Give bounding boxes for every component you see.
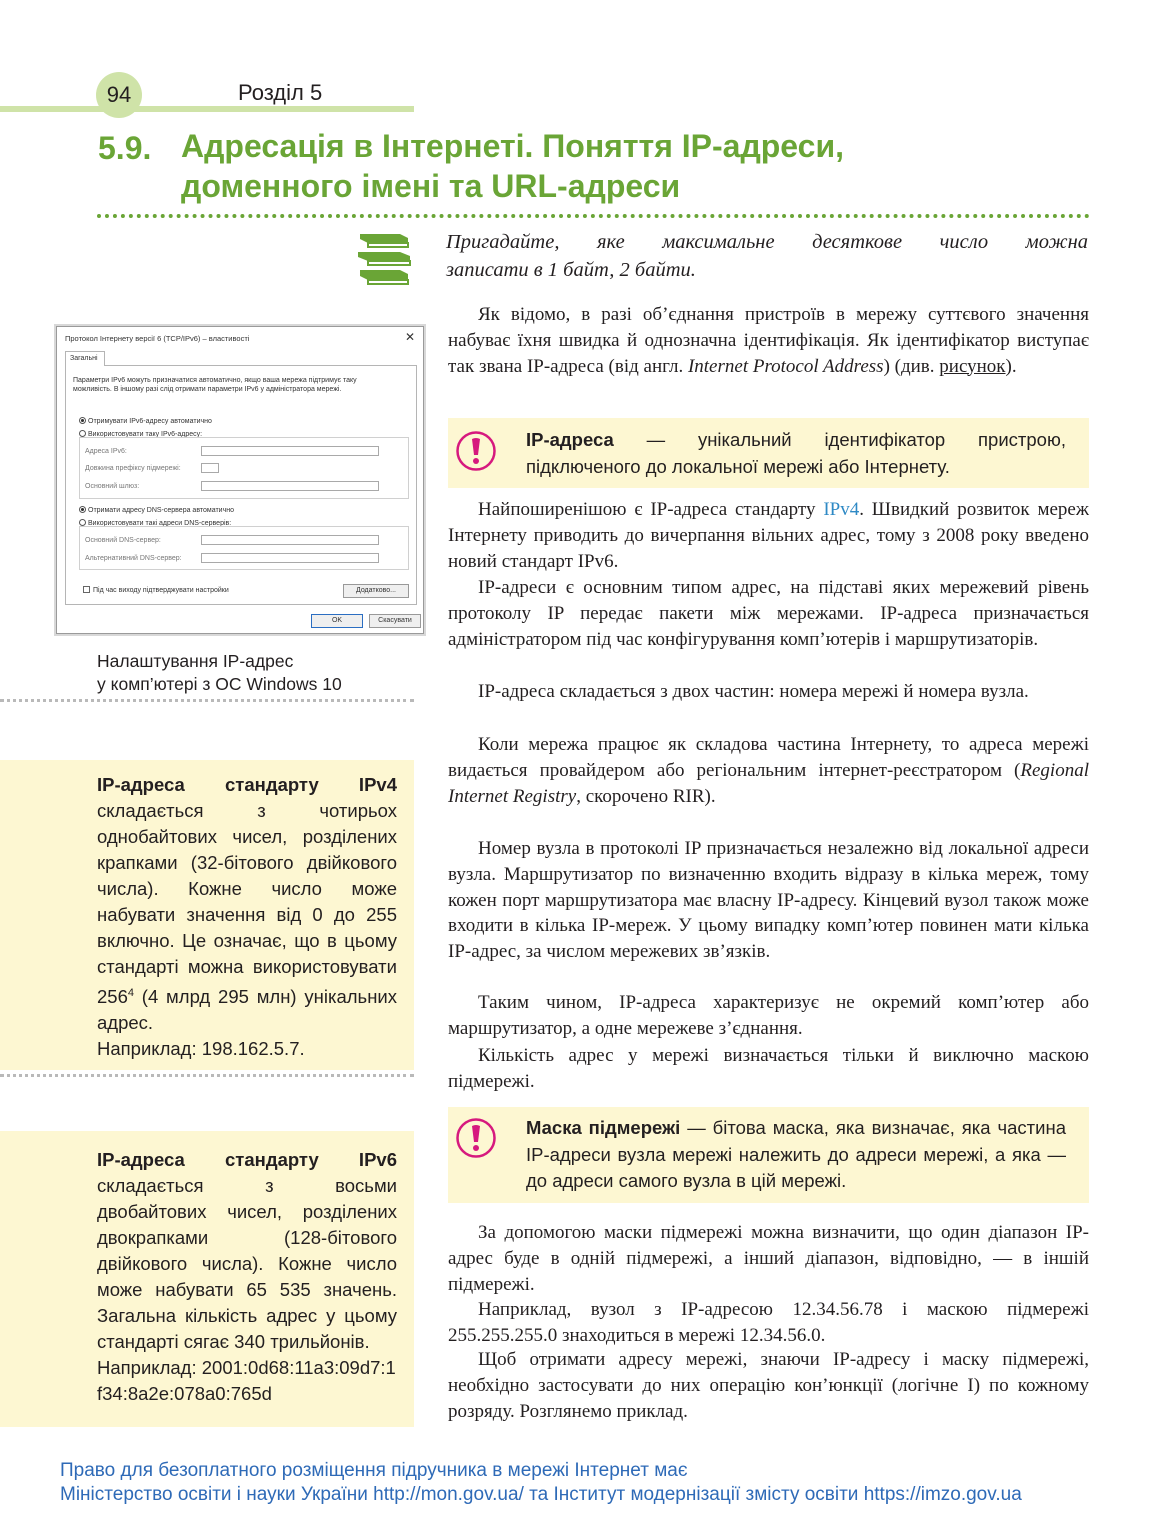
ipv6-example: 2001:0d68:11a3:09d7:1f34:8a2e:078a0:765d (97, 1357, 396, 1404)
ipv6-text: складається з восьми двобайтових чисел, розділених двокрапками (128-бітового двійкового числа). Кожне число може набувати 65 535 значень. Загальна кількість адрес у цьому стандарті сягає 340 трильйонів. (97, 1175, 397, 1352)
paragraph-1-term: Internet Protocol Address (687, 355, 884, 377)
dns-field-group (79, 526, 409, 570)
field-dns1-label: Основний DNS-сервер: (85, 537, 161, 544)
paragraph-1-text-b: ) (див. (883, 355, 940, 377)
field-dns2-input (201, 553, 379, 563)
figure-reference-link[interactable]: рисунок (939, 355, 1006, 377)
ip-address-definition (526, 427, 1066, 480)
paragraph-10: Наприклад, вузол з IP-адресою 12.34.56.78 і маскою підмережі 255.255.255.0 знаходиться в мережі 12.34.56.0. (448, 1299, 1089, 1346)
field-dns1-input (201, 535, 379, 545)
dotted-divider (0, 1074, 414, 1077)
figure-caption-line-2: у комп’ютері з ОС Windows 10 (97, 674, 342, 694)
radio-auto-ip-label: Отримувати IPv6-адресу автоматично (88, 418, 212, 425)
recall-question (446, 228, 1088, 284)
field-gateway-input (201, 481, 379, 491)
ipv4-note-text (97, 772, 397, 1062)
definition-text: — унікальний ідентифікатор пристрою, підключеного до локальної мережі або Інтернету. (526, 429, 1066, 477)
field-prefix-input (201, 463, 219, 473)
ipv6-settings-dialog-image (56, 326, 424, 634)
header-rule (0, 106, 414, 112)
footer-line-1: Право для безоплатного розміщення підручника в мережі Інтернет має (60, 1460, 688, 1481)
radio-selected-icon (79, 417, 86, 424)
ipv4-exponent: 4 (127, 987, 134, 999)
subnet-mask-definition (526, 1115, 1066, 1195)
radio-manual-ip-label: Використовувати таку IPv6-адресу: (88, 431, 203, 438)
ipv4-term: IP-адреса стандарту IPv4 (97, 774, 397, 795)
definition-term: IP-адреса (526, 429, 614, 450)
section-label: Розділ 5 (238, 80, 323, 105)
paragraph-1-text-c: ). (1005, 355, 1017, 377)
ipv4-text: складається з чотирьох однобайтових чисел, розділених крапками (32-бітового двійкового числа). Кожне число може набувати значення від 0 до 255 включно. Це означає, що в цьому стандарті можна використовувати 256 (97, 800, 397, 1008)
ipv4-example: Наприклад: 198.162.5.7. (97, 1038, 305, 1060)
field-prefix-label: Довжина префіксу підмережі: (85, 465, 181, 472)
ipv6-note-text (97, 1147, 397, 1407)
exclamation-icon (455, 1117, 497, 1159)
radio-empty-icon (79, 430, 86, 437)
field-gateway-label: Основний шлюз: (85, 483, 140, 490)
dialog-intro: Параметри IPv6 можуть призначатися автоматично, якщо ваша мережа підтримує таку можливість. В іншому разі слід отримати параметри IPv6 у адміністратора мережі. (73, 377, 357, 393)
paragraph-5-text: Коли мережа працює як складова частина Інтернету, то адреса мережі видається провайдером або регіональним інтернет-реєстратором ( (448, 734, 1089, 781)
radio-auto-ip (79, 417, 212, 425)
recall-line-2: записати в 1 байт, 2 байти. (446, 259, 696, 281)
dotted-divider (0, 699, 414, 702)
dialog-title: Протокол Інтернету версії 6 (TCP/IPv6) – властивості (65, 334, 250, 343)
page-title (181, 126, 1061, 206)
close-icon: ✕ (404, 330, 415, 344)
confirm-checkbox-label: Під час виходу підтверджувати настройки (93, 587, 229, 594)
ipv6-example-label: Наприклад: (97, 1357, 202, 1378)
paragraph-2-text: Найпоширенішою є IP-адреса стандарту (478, 499, 824, 520)
radio-empty-icon (79, 519, 86, 526)
ipv6-note-box (0, 1131, 414, 1427)
paragraph-5 (448, 732, 1089, 809)
paragraph-11: Щоб отримати адресу мережі, знаючи IP-адресу і маску підмережі, необхідно застосувати до них операцію кон’юнкції (логічне І) по кожному розряду. Розглянемо приклад. (448, 1349, 1089, 1422)
page-number: 94 (96, 72, 142, 118)
advanced-button: Додатково... (343, 584, 409, 598)
exclamation-icon (455, 430, 497, 472)
figure-caption-line-1: Налаштування IP-адрес (97, 651, 294, 671)
section-number: 5.9. (98, 130, 152, 166)
paragraph-5-term: Regional Internet Registry (448, 759, 1089, 807)
confirm-checkbox (83, 586, 229, 594)
page-title-line-2: доменного імені та URL-адреси (181, 168, 681, 204)
radio-auto-dns-label: Отримати адресу DNS-сервера автоматично (88, 507, 234, 514)
ipv4-link[interactable]: IPv4 (823, 499, 860, 520)
title-divider (97, 214, 1090, 218)
paragraph-1-text: Як відомо, в разі об’єднання пристроїв в мережу суттєвого значення набуває їхня швидка й однозначна ідентифікація. Як ідентифікатор виступає так звана IP-адреса (від англ. (448, 304, 1089, 377)
radio-selected-icon (79, 506, 86, 513)
paragraph-1 (448, 302, 1089, 379)
ok-button: OK (311, 614, 363, 628)
paragraph-2 (448, 497, 1089, 574)
paragraph-7: Таким чином, IP-адреса характеризує не окремий комп’ютер або маршрутизатор, а одне мережеве з’єднання. (448, 992, 1089, 1039)
checkbox-icon (83, 586, 90, 593)
cancel-button: Скасувати (369, 614, 421, 628)
copyright-footer (60, 1459, 1140, 1507)
paragraph-9: За допомогою маски підмережі можна визначити, що один діапазон IP-адрес буде в одній підмережі, а інший діапазон, відповідно, — в іншій підмережі. (448, 1222, 1089, 1295)
ipv4-note-box (0, 760, 414, 1070)
subnet-mask-definition-box (448, 1107, 1089, 1203)
figure-caption (97, 650, 397, 696)
field-ip-label: Адреса IPv6: (85, 448, 127, 455)
paragraph-2-text-b: . Швидкий розвиток мереж Інтернету приводить до вичерпання вільних адрес, тому з 2008 року введено новий стандарт IPv6. (448, 499, 1089, 572)
books-icon (356, 226, 412, 286)
paragraph-4: IP-адреса складається з двох частин: номера мережі й номера вузла. (478, 681, 1029, 702)
dialog-tab-general: Загальні (65, 351, 105, 366)
ipv6-term: IP-адреса стандарту IPv6 (97, 1149, 397, 1170)
radio-auto-dns (79, 506, 234, 514)
paragraph-5-text-b: , скорочено RIR). (576, 785, 716, 807)
paragraph-6: Номер вузла в протоколі IP призначається незалежно від локальної адреси вузла. Маршрутизатор по визначенню входить відразу в кілька мереж, тому кожен порт маршрутизатора має власну IP-адресу. Кінцевий вузол також може входити в кілька IP-мереж. У цьому випадку комп’ютер повинен мати кілька IP-адрес, за числом мережевих зв’язків. (448, 838, 1089, 963)
paragraph-8: Кількість адрес у мережі визначається тільки й виключно маскою підмережі. (448, 1045, 1089, 1092)
definition-term: Маска підмережі (526, 1117, 681, 1138)
paragraph-3: IP-адреси є основним типом адрес, на підставі яких мережевий рівень протоколу IP передає пакети між мережами. IP-адреса призначається адміністратором під час конфігурування комп’ютерів і маршрутизаторів. (448, 577, 1089, 650)
definition-text: — бітова маска, яка визначає, яка частина IP-адреси вузла мережі належить до адреси мережі, а яка — до адреси самого вузла в цій мережі. (526, 1117, 1066, 1191)
field-ip-input (201, 446, 379, 456)
footer-line-2: Міністерство освіти і науки України http://mon.gov.ua/ та Інститут модернізації змісту освіти https://imzo.gov.ua (60, 1484, 1022, 1505)
ip-address-definition-box (448, 418, 1089, 488)
radio-manual-dns-label: Використовувати такі адреси DNS-серверів: (88, 520, 232, 527)
field-dns2-label: Альтернативний DNS-сервер: (85, 555, 182, 562)
page-title-line-1: Адресація в Інтернеті. Поняття IP-адреси, (181, 128, 845, 164)
recall-line-1: Пригадайте, яке максимальне десяткове число можна (446, 231, 1088, 253)
ipv4-text-end: (4 млрд 295 млн) унікальних адрес. (97, 986, 397, 1034)
